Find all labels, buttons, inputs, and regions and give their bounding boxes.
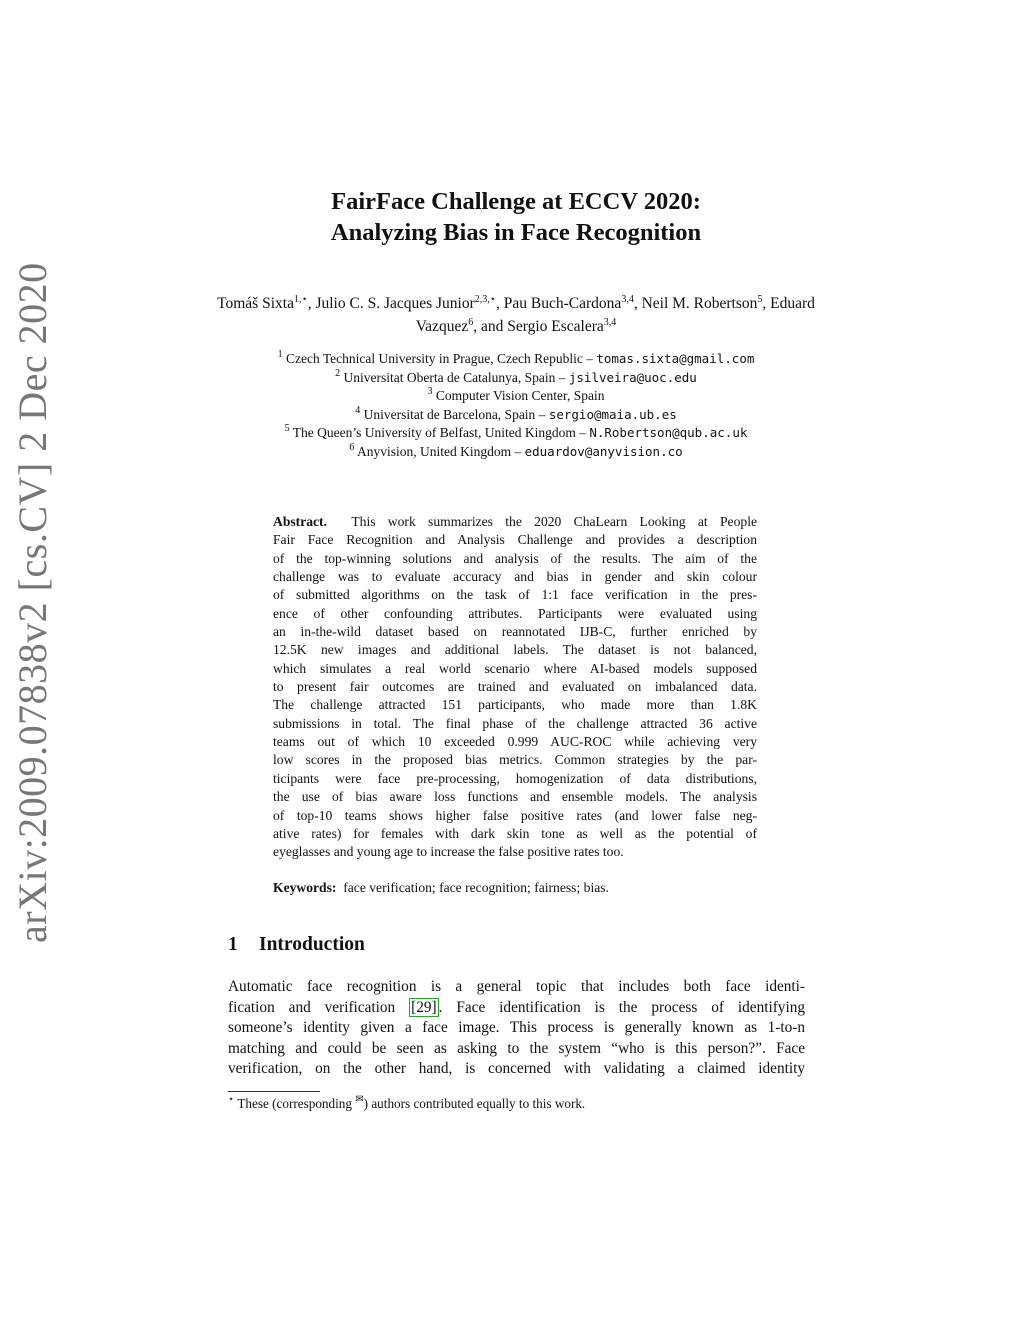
email-link[interactable]: sergio@maia.ub.es — [548, 406, 677, 422]
footnote-text: These (corresponding — [237, 1096, 356, 1111]
paper-title — [222, 186, 810, 248]
abstract-line: eyeglasses and young age to increase the false positive rates too. — [273, 844, 624, 860]
affiliation-number: 2 — [335, 367, 341, 379]
footnote-mark: ⋆ — [228, 1094, 235, 1105]
keywords-text: face verification; face recognition; fairness; bias. — [343, 880, 609, 895]
abstract — [273, 513, 757, 862]
abstract-line: of the top-winning solutions and analysis of the results. The aim of the — [273, 550, 757, 566]
author-affil-mark: 3,4 — [603, 317, 617, 328]
abstract-line: the use of bias aware loss functions and ensemble models. The analysis — [273, 789, 757, 805]
author-affil-mark: 5 — [757, 294, 763, 305]
email-link[interactable]: tomas.sixta@gmail.com — [596, 351, 755, 366]
citation-link[interactable]: [29] — [411, 998, 437, 1016]
affiliation — [210, 406, 822, 425]
abstract-line: ence of other confounding attributes. Participants were evaluated using — [273, 605, 757, 621]
abstract-label: Abstract. — [273, 514, 327, 529]
title-line-1: FairFace Challenge at ECCV 2020: — [331, 188, 701, 215]
abstract-line: which simulates a real world scenario where AI-based models supposed — [273, 660, 757, 676]
arxiv-stamp: arXiv:2009.07838v2 [cs.CV] 2 Dec 2020 — [10, 262, 55, 943]
intro-line: Automatic face recognition is a general topic that includes both face identi- — [228, 978, 805, 995]
author-separator: , and — [473, 318, 508, 335]
author-affil-mark: 1,⋆ — [293, 294, 308, 305]
author-name: Sergio Escalera — [507, 318, 604, 335]
abstract-line: Fair Face Recognition and Analysis Challenge and provides a description — [273, 532, 757, 548]
author-separator: , — [762, 295, 771, 312]
author-separator: , — [307, 295, 316, 312]
affiliation-number: 6 — [349, 441, 355, 453]
affiliation-text: Universitat Oberta de Catalunya, Spain – — [343, 369, 569, 385]
email-link[interactable]: N.Robertson@qub.ac.uk — [589, 425, 748, 440]
title-line-2: Analyzing Bias in Face Recognition — [330, 219, 702, 246]
footnote — [228, 1095, 805, 1113]
abstract-line: ative rates) for females with dark skin tone as well as the potential of — [273, 825, 757, 841]
author-list — [210, 292, 822, 338]
author-name: Eduard Vazquez — [415, 295, 815, 335]
author-name: Tomáš Sixta — [217, 295, 294, 312]
abstract-line: 12.5K new images and additional labels. The dataset is not balanced, — [273, 642, 757, 658]
intro-text: fication and verification — [228, 998, 410, 1016]
affiliation — [210, 424, 822, 443]
affiliation-text: Universitat de Barcelona, Spain – — [363, 406, 549, 422]
intro-line — [228, 998, 805, 1019]
abstract-line: teams out of which 10 exceeded 0.999 AUC-ROC while achieving very — [273, 734, 757, 750]
footnote-text: ) authors contributed equally to this work. — [363, 1096, 586, 1111]
abstract-line: of top-10 teams shows higher false positive rates (and lower false neg- — [273, 807, 757, 823]
email-link[interactable]: jsilveira@uoc.edu — [568, 369, 697, 385]
affiliation — [210, 387, 822, 406]
footnote-rule — [228, 1091, 320, 1092]
email-link[interactable]: eduardov@anyvision.co — [524, 443, 683, 459]
abstract-line: to present fair outcomes are trained and evaluated on imbalanced data. — [273, 679, 757, 695]
abstract-line: challenge was to evaluate accuracy and bias in gender and skin colour — [273, 569, 757, 585]
affiliation-number: 4 — [355, 404, 361, 416]
abstract-text: This work summarizes the 2020 ChaLearn Looking at People — [351, 514, 757, 529]
intro-line: verification, on the other hand, is concerned with validating a claimed identity — [228, 1060, 805, 1077]
affiliation-number: 3 — [427, 386, 433, 397]
affiliation — [210, 369, 822, 388]
abstract-line: low scores in the proposed bias metrics. Common strategies by the par- — [273, 752, 757, 768]
intro-line: matching and could be seen as asking to the system “who is this person?”. Face — [228, 1039, 805, 1057]
affiliation-text: Computer Vision Center, Spain — [435, 388, 605, 403]
affiliation — [210, 443, 822, 462]
affiliation-list — [210, 350, 822, 461]
abstract-line: ticipants were face pre-processing, homogenization of data distributions, — [273, 770, 757, 786]
author-separator: , — [496, 295, 504, 312]
affiliation-number: 5 — [284, 423, 290, 434]
section-title: Introduction — [259, 934, 365, 955]
abstract-line: The challenge attracted 151 participants, who made more than 1.8K — [273, 697, 757, 713]
author-separator: , — [633, 295, 642, 312]
section-number: 1 — [228, 934, 238, 955]
author-name: Julio C. S. Jacques Junior — [315, 295, 475, 312]
author-name: Neil M. Robertson — [641, 295, 758, 312]
affiliation — [210, 350, 822, 369]
abstract-line: submissions in total. The final phase of the challenge attracted 36 active — [273, 715, 757, 731]
author-affil-mark: 6 — [468, 317, 474, 328]
keywords-label: Keywords: — [273, 880, 337, 895]
intro-line: someone’s identity given a face image. This process is generally known as 1-to-n — [228, 1019, 805, 1036]
affiliation-text: Czech Technical University in Prague, Czech Republic – — [285, 351, 597, 366]
keywords — [273, 879, 757, 897]
author-affil-mark: 2,3,⋆ — [474, 294, 497, 305]
affiliation-text: The Queen’s University of Belfast, United Kingdom – — [292, 425, 590, 440]
author-affil-mark: 3,4 — [621, 294, 634, 305]
abstract-line: of submitted algorithms on the task of 1:1 face verification in the pres- — [273, 587, 757, 603]
section-heading — [228, 934, 365, 956]
intro-paragraph — [228, 977, 805, 1080]
affiliation-number: 1 — [277, 349, 283, 360]
envelope-icon: ✉ — [355, 1094, 364, 1105]
abstract-line — [273, 513, 757, 531]
author-name: Pau Buch-Cardona — [503, 295, 622, 312]
affiliation-text: Anyvision, United Kingdom – — [356, 443, 525, 459]
abstract-line: an in-the-wild dataset based on reannotated IJB-C, further enriched by — [273, 624, 757, 640]
intro-text: . Face identification is the process of identifying — [438, 998, 806, 1016]
